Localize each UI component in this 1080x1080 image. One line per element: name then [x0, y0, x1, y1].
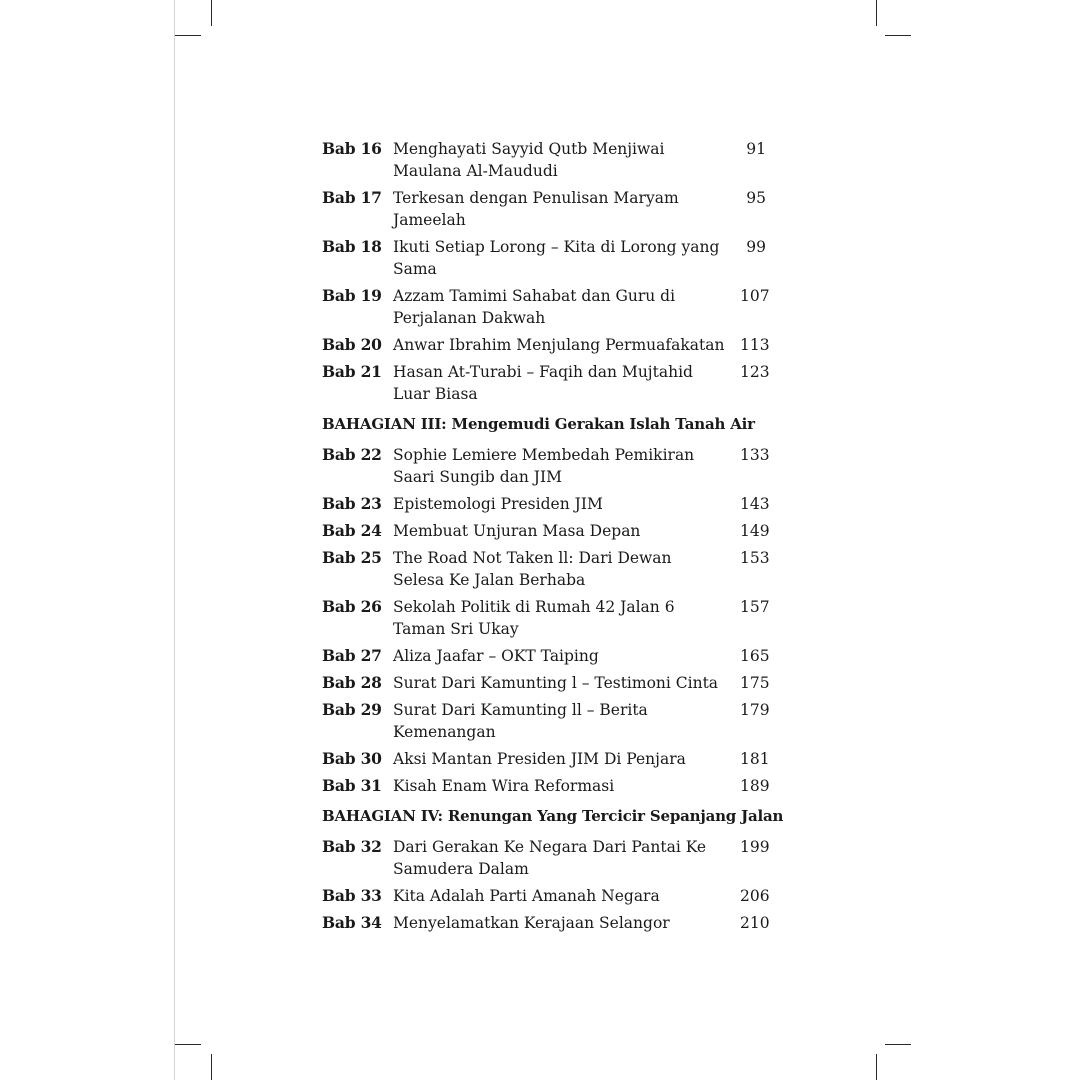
- toc-entry: [322, 520, 770, 542]
- chapter-title: Surat Dari Kamunting l – Testimoni Cinta: [393, 674, 719, 692]
- toc-entry: [322, 645, 770, 667]
- chapter-number: Bab 34: [322, 913, 382, 932]
- page-number: 95: [746, 189, 766, 207]
- crop-mark-bottom-left: [175, 1044, 201, 1045]
- page-left-edge: [174, 0, 175, 1080]
- toc-entry: [322, 596, 770, 640]
- chapter-title: Membuat Unjuran Masa Depan: [393, 522, 641, 540]
- chapter-number: Bab 29: [322, 700, 382, 719]
- chapter-title: Azzam Tamimi Sahabat dan Guru di Perjalanan Dakwah: [393, 287, 676, 327]
- crop-mark-top-right: [876, 0, 877, 26]
- page-number: 91: [746, 140, 766, 158]
- chapter-title: Dari Gerakan Ke Negara Dari Pantai Ke Samudera Dalam: [393, 838, 707, 878]
- toc-entry: [322, 748, 770, 770]
- crop-mark-top-left: [175, 35, 201, 36]
- chapter-title: Menghayati Sayyid Qutb Menjiwai Maulana Al-Maududi: [393, 140, 665, 180]
- chapter-title: Sekolah Politik di Rumah 42 Jalan 6 Taman Sri Ukay: [393, 598, 675, 638]
- page-number: 153: [740, 549, 770, 567]
- chapter-number: Bab 31: [322, 776, 382, 795]
- page-number: 175: [740, 674, 770, 692]
- crop-mark-bottom-left: [211, 1054, 212, 1080]
- chapter-number: Bab 22: [322, 445, 382, 464]
- crop-mark-top-right: [885, 35, 911, 36]
- toc-entry: [322, 912, 770, 934]
- toc-entry: [322, 699, 770, 743]
- toc-entry: [322, 187, 766, 231]
- chapter-title: The Road Not Taken ll: Dari Dewan Selesa Ke Jalan Berhaba: [393, 549, 672, 589]
- toc-entry: [322, 285, 770, 329]
- toc-entry: [322, 236, 766, 280]
- chapter-number: Bab 21: [322, 362, 382, 381]
- toc-entry: [322, 493, 770, 515]
- chapter-title: Sophie Lemiere Membedah Pemikiran Saari Sungib dan JIM: [393, 446, 695, 486]
- crop-mark-top-left: [211, 0, 212, 26]
- toc-entry: [322, 334, 770, 356]
- page-number: 165: [740, 647, 770, 665]
- chapter-number: Bab 33: [322, 886, 382, 905]
- crop-mark-bottom-right: [885, 1044, 911, 1045]
- page-number: 123: [740, 363, 770, 381]
- page-number: 206: [740, 887, 770, 905]
- page-number: 149: [740, 522, 770, 540]
- chapter-title: Aksi Mantan Presiden JIM Di Penjara: [393, 750, 686, 768]
- chapter-number: Bab 30: [322, 749, 382, 768]
- chapter-number: Bab 16: [322, 139, 382, 158]
- page-number: 210: [740, 914, 770, 932]
- toc-entry: [322, 836, 770, 880]
- page-number: 157: [740, 598, 770, 616]
- section-heading: BAHAGIAN III: Mengemudi Gerakan Islah Tanah Air: [322, 415, 755, 433]
- toc-entry: [322, 138, 766, 182]
- page-number: 181: [740, 750, 770, 768]
- chapter-title: Menyelamatkan Kerajaan Selangor: [393, 914, 670, 932]
- chapter-title: Kita Adalah Parti Amanah Negara: [393, 887, 660, 905]
- toc-entry: [322, 547, 770, 591]
- chapter-number: Bab 19: [322, 286, 382, 305]
- crop-mark-bottom-right: [876, 1054, 877, 1080]
- chapter-number: Bab 24: [322, 521, 382, 540]
- chapter-title: Aliza Jaafar – OKT Taiping: [393, 647, 599, 665]
- chapter-title: Ikuti Setiap Lorong – Kita di Lorong yang Sama: [393, 238, 720, 278]
- page-number: 143: [740, 495, 770, 513]
- chapter-number: Bab 23: [322, 494, 382, 513]
- toc-entry: [322, 361, 770, 405]
- page-number: 99: [746, 238, 766, 256]
- toc-entry: [322, 444, 770, 488]
- toc-entry: [322, 775, 770, 797]
- section-heading: BAHAGIAN IV: Renungan Yang Tercicir Sepanjang Jalan: [322, 807, 784, 825]
- chapter-number: Bab 17: [322, 188, 382, 207]
- chapter-title: Anwar Ibrahim Menjulang Permuafakatan: [393, 336, 725, 354]
- chapter-title: Epistemologi Presiden JIM: [393, 495, 603, 513]
- chapter-number: Bab 18: [322, 237, 382, 256]
- chapter-title: Hasan At-Turabi – Faqih dan Mujtahid Luar Biasa: [393, 363, 693, 403]
- page-number: 189: [740, 777, 770, 795]
- chapter-title: Surat Dari Kamunting ll – Berita Kemenangan: [393, 701, 648, 741]
- chapter-number: Bab 27: [322, 646, 382, 665]
- page-number: 133: [740, 446, 770, 464]
- toc-entry: [322, 672, 770, 694]
- chapter-number: Bab 26: [322, 597, 382, 616]
- chapter-number: Bab 32: [322, 837, 382, 856]
- chapter-title: Terkesan dengan Penulisan Maryam Jameelah: [393, 189, 679, 229]
- table-of-contents: [322, 138, 784, 939]
- chapter-number: Bab 25: [322, 548, 382, 567]
- chapter-title: Kisah Enam Wira Reformasi: [393, 777, 615, 795]
- chapter-number: Bab 20: [322, 335, 382, 354]
- chapter-number: Bab 28: [322, 673, 382, 692]
- page-number: 179: [740, 701, 770, 719]
- page-number: 199: [740, 838, 770, 856]
- page-number: 113: [740, 336, 770, 354]
- toc-entry: [322, 885, 770, 907]
- page-number: 107: [740, 287, 770, 305]
